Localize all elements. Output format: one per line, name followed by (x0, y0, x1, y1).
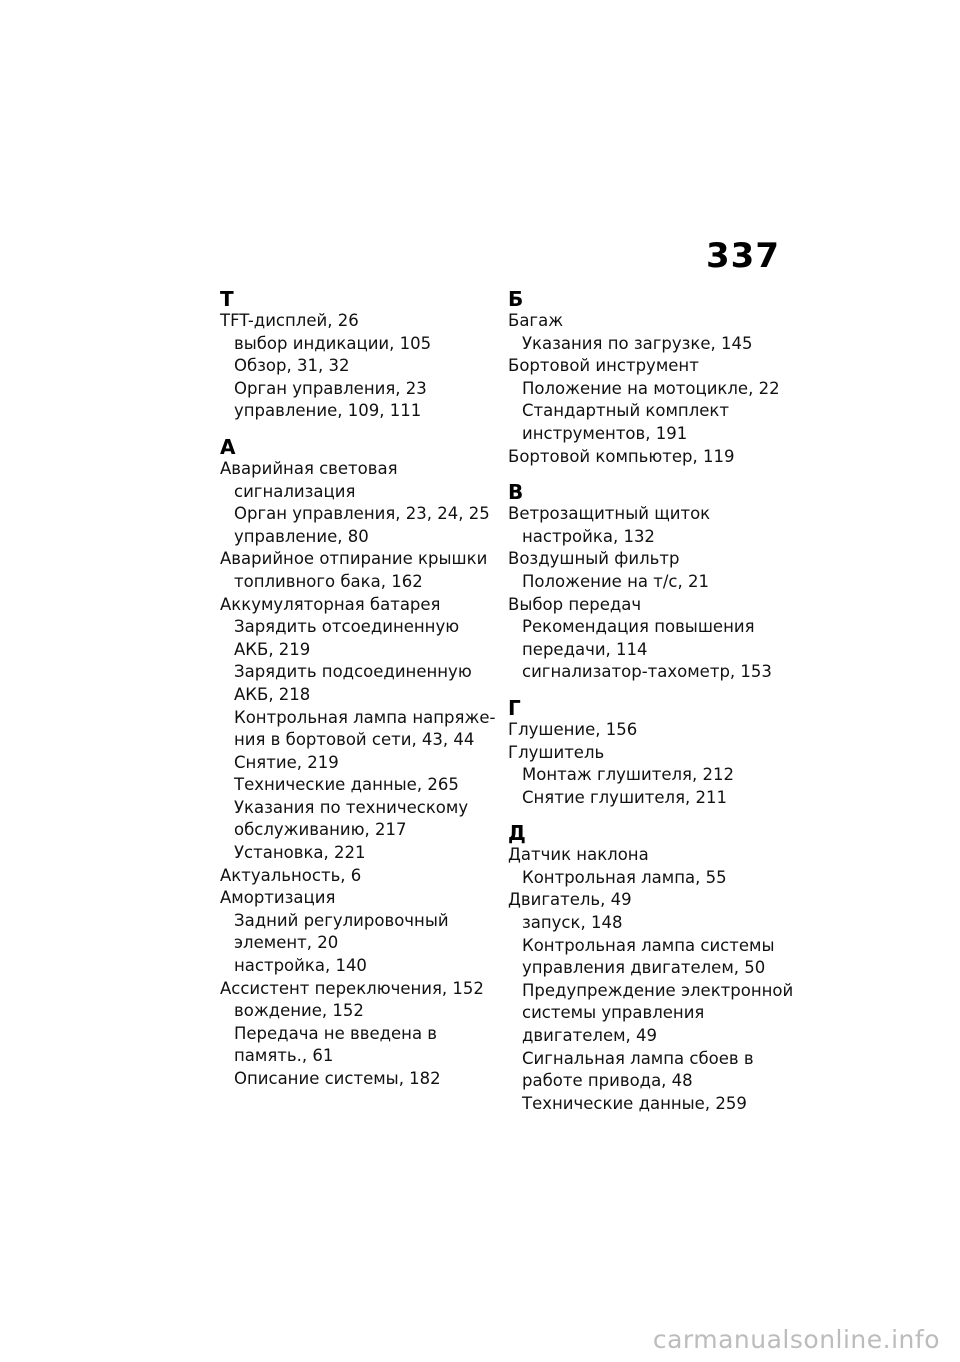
index-section (508, 697, 780, 809)
index-entry-continuation: управления двигателем, 50 (522, 958, 766, 978)
index-entry-continuation: память., 61 (234, 1046, 334, 1066)
index-entry: Глушение, 156 (508, 719, 638, 739)
index-entry: Аварийная световая (220, 458, 398, 478)
index-entry: Ассистент переключения, 152 (220, 978, 484, 998)
index-entry: Глушитель (508, 742, 605, 762)
index-subentry: настройка, 140 (234, 956, 367, 976)
index-subentry: Сигнальная лампа сбоев в (522, 1048, 754, 1068)
section-letter: В (508, 480, 524, 505)
index-subentry: настройка, 132 (522, 526, 655, 546)
index-entry: Аккумуляторная батарея (220, 594, 441, 614)
index-section (220, 288, 492, 423)
index-entry-continuation: передачи, 114 (522, 639, 648, 659)
index-subentry: Положение на мотоцикле, 22 (522, 378, 780, 398)
index-entry: Бортовой компьютер, 119 (508, 446, 735, 466)
section-letter: А (220, 434, 236, 459)
index-section (508, 481, 780, 684)
index-subentry: Орган управления, 23, 24, 25 (234, 504, 490, 524)
index-subentry: Стандартный комплект (522, 401, 729, 421)
index-entry-continuation: инструментов, 191 (522, 423, 688, 443)
index-subentry: Контрольная лампа напряже- (234, 707, 496, 727)
index-subentry: Снятие, 219 (234, 752, 339, 772)
index-subentry: Зарядить подсоединенную (234, 662, 472, 682)
index-subentry: Рекомендация повышения (522, 617, 755, 637)
index-entry-continuation: обслуживанию, 217 (234, 820, 407, 840)
index-subentry: Предупреждение электронной (522, 980, 794, 1000)
index-section (508, 288, 780, 468)
index-entry: Багаж (508, 311, 564, 330)
index-subentry: Задний регулировочный (234, 910, 449, 930)
index-entry: Ветрозащитный щиток (508, 504, 711, 524)
index-entry: Воздушный фильтр (508, 549, 680, 569)
index-subentry: Технические данные, 265 (234, 775, 459, 795)
index-entry: Аварийное отпирание крышки (220, 549, 488, 569)
index-subentry: управление, 80 (234, 526, 369, 546)
index-subentry: выбор индикации, 105 (234, 333, 432, 353)
index-subentry: вождение, 152 (234, 1001, 364, 1021)
index-subentry: Обзор, 31, 32 (234, 356, 350, 376)
section-letter: Г (508, 695, 521, 720)
index-subentry: Монтаж глушителя, 212 (522, 765, 734, 785)
index-entry-continuation: ния в бортовой сети, 43, 44 (234, 730, 475, 750)
index-entry-continuation: элемент, 20 (234, 933, 339, 953)
index-subentry: Описание системы, 182 (234, 1069, 441, 1088)
index-entry-continuation: системы управления (522, 1003, 705, 1023)
section-letter: Б (508, 287, 524, 311)
section-letter: Д (508, 821, 526, 846)
index-subentry: Орган управления, 23 (234, 378, 427, 398)
index-entry-continuation: работе привода, 48 (522, 1071, 693, 1091)
index-subentry: Указания по техническому (234, 797, 469, 817)
index-section (220, 434, 496, 1091)
section-letter: Т (220, 287, 234, 311)
index-subentry: Указания по загрузке, 145 (522, 333, 753, 353)
index-entry: TFT-дисплей, 26 (220, 311, 359, 330)
index-subentry: Снятие глушителя, 211 (522, 787, 727, 807)
index-column-right (508, 287, 794, 1115)
index-entry: Двигатель, 49 (508, 890, 632, 910)
index-entry: Датчик наклона (508, 845, 649, 865)
index-entry-continuation: двигателем, 49 (522, 1026, 658, 1046)
index-entry: Актуальность, 6 (220, 865, 362, 885)
watermark-text: carmanualsonline.info (652, 1325, 940, 1354)
index-subentry: Контрольная лампа, 55 (522, 867, 727, 887)
index-subentry: Технические данные, 259 (522, 1093, 747, 1113)
page-number: 337 (706, 236, 780, 276)
index-entry-continuation: сигнализация (234, 481, 356, 501)
index-entry-continuation: АКБ, 218 (234, 684, 311, 704)
index-subentry: сигнализатор-тахометр, 153 (522, 662, 772, 682)
index-subentry: управление, 109, 111 (234, 401, 422, 421)
index-entry-continuation: АКБ, 219 (234, 639, 311, 659)
index-subentry: Положение на т/с, 21 (522, 571, 709, 591)
index-entry: Амортизация (220, 888, 336, 908)
index-subentry: Контрольная лампа системы (522, 935, 775, 955)
index-column-left (220, 287, 496, 1091)
index-subentry: Передача не введена в (234, 1023, 438, 1043)
index-entry-continuation: топливного бака, 162 (234, 571, 423, 591)
index-subentry: запуск, 148 (522, 913, 623, 933)
index-section (508, 821, 794, 1115)
index-entry: Бортовой инструмент (508, 356, 699, 376)
index-entry: Выбор передач (508, 594, 642, 614)
index-subentry: Зарядить отсоединенную (234, 617, 460, 637)
index-subentry: Установка, 221 (234, 843, 366, 863)
